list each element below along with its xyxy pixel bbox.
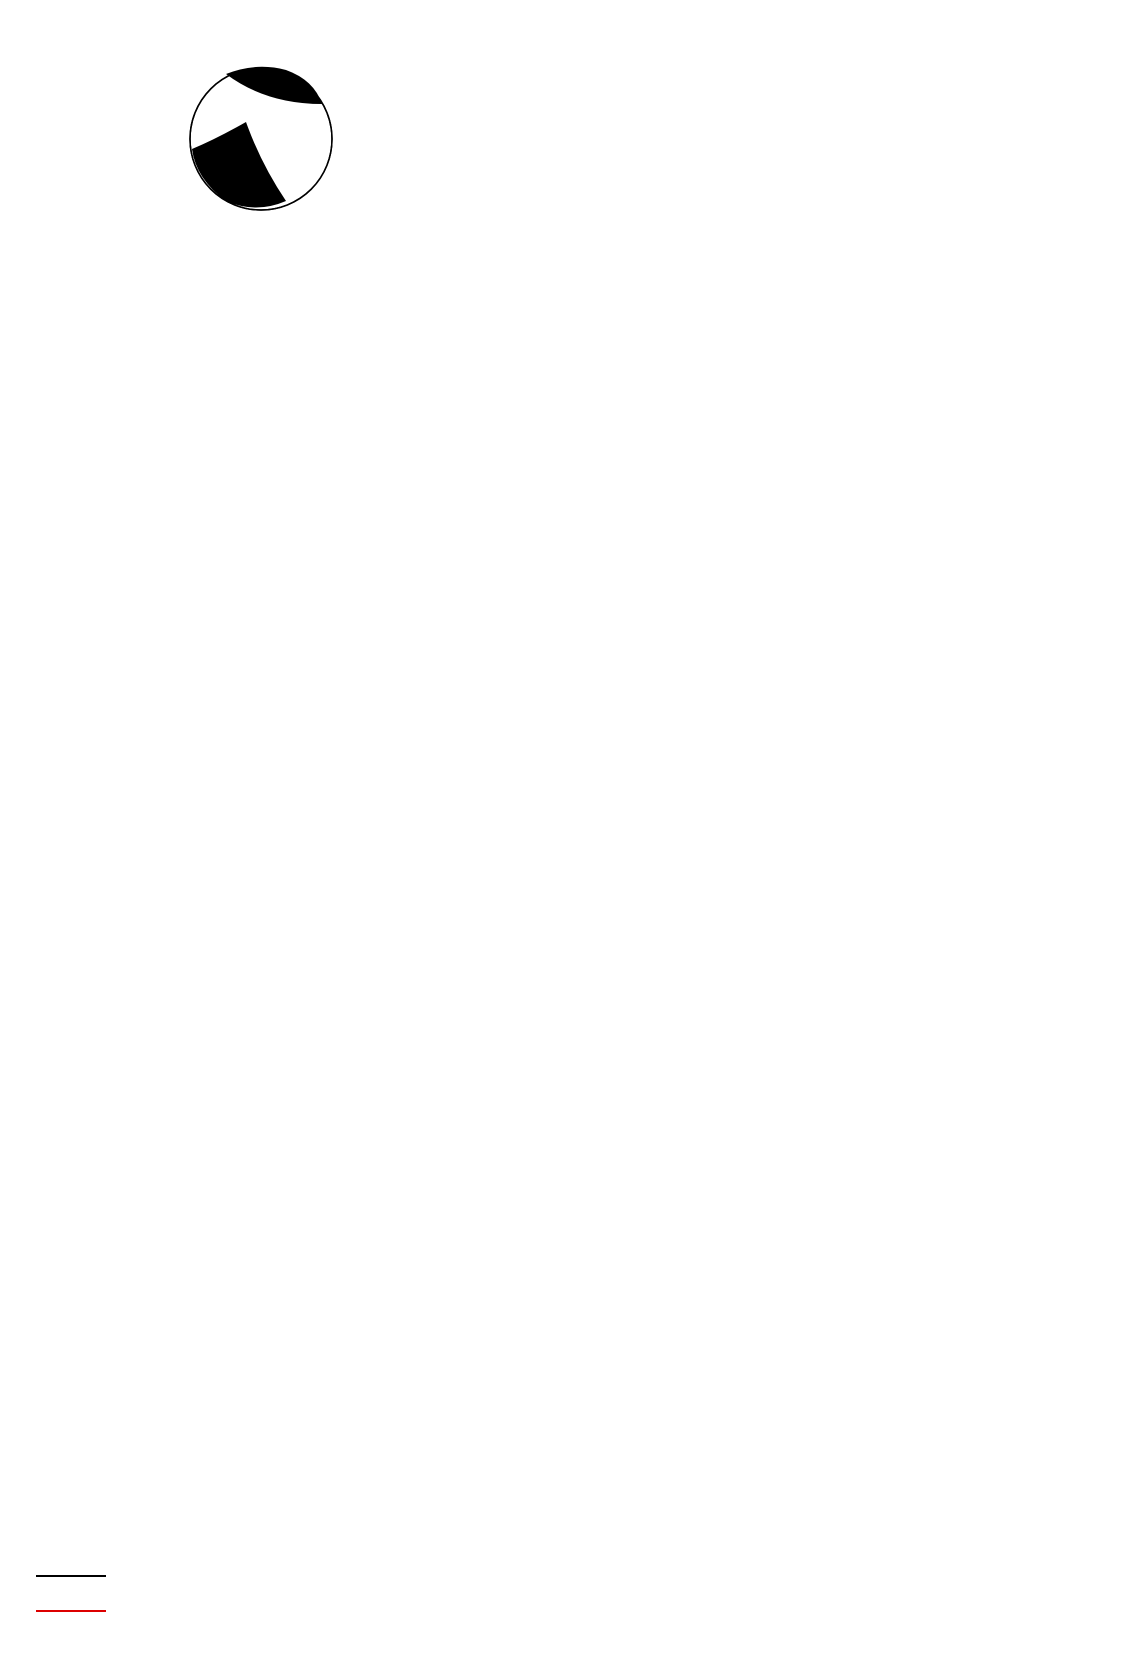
legend-syn bbox=[36, 1600, 236, 1622]
legend-obs-swatch bbox=[36, 1575, 106, 1577]
legend-syn-swatch bbox=[36, 1610, 106, 1612]
legend-obs bbox=[36, 1565, 236, 1587]
waveform-time-axis bbox=[0, 1520, 1139, 1661]
moment-function-chart bbox=[0, 0, 1139, 420]
